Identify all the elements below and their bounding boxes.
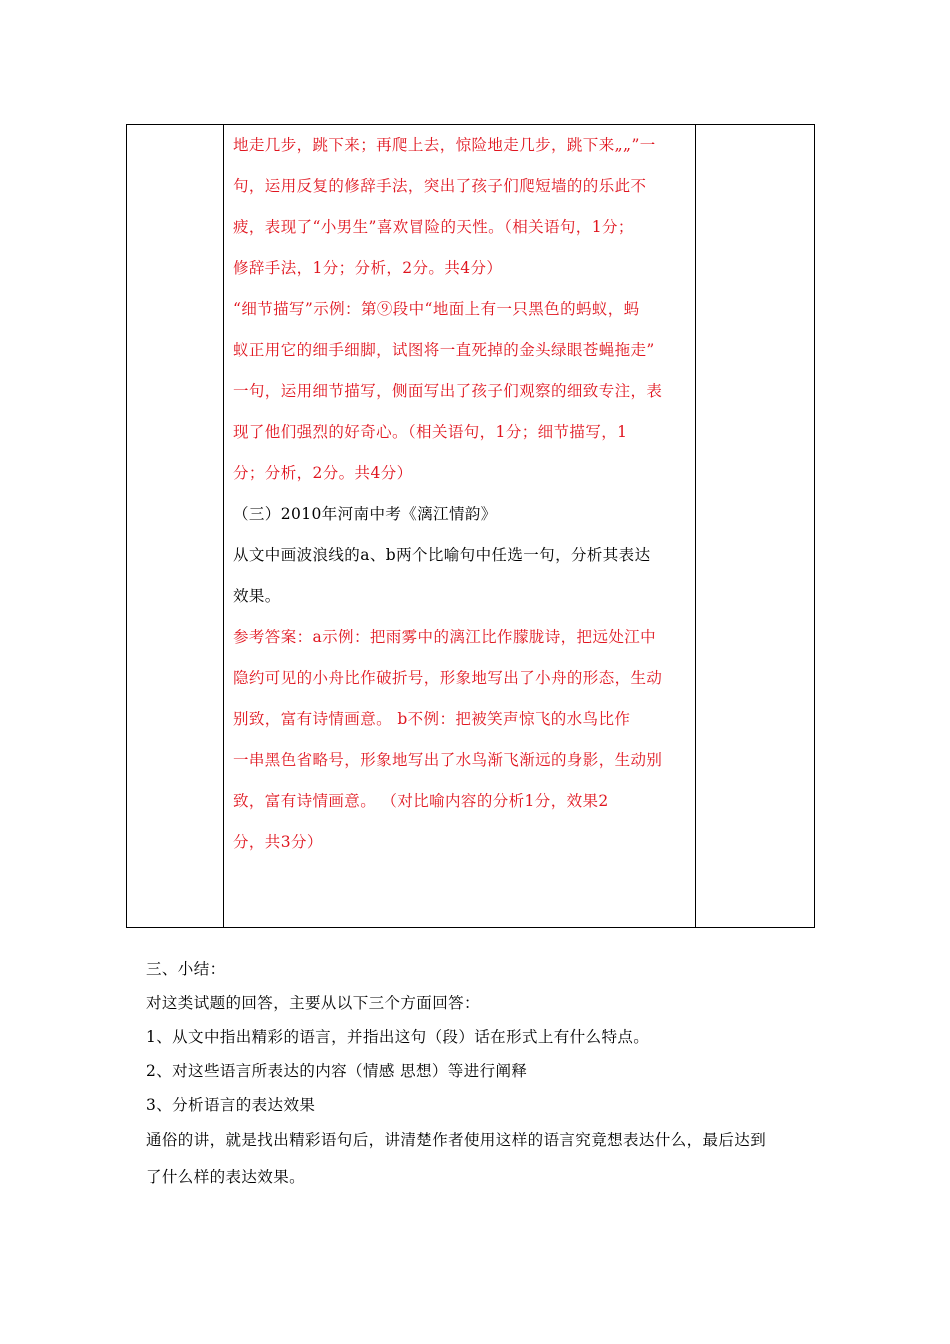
answer-line: 一串黑色省略号，形象地写出了水鸟渐飞渐远的身影，生动别 — [233, 751, 663, 769]
summary-plain-line-1: 通俗的讲，就是找出精彩语句后，讲清楚作者使用这样的语言究竟想表达什么，最后达到 — [146, 1131, 767, 1149]
column-divider-right — [695, 125, 696, 927]
answer-cell — [233, 125, 693, 863]
answer-line: 蚁正用它的细手细脚，试图将一直死掉的金头绿眼苍蝇拖走” — [233, 341, 655, 359]
summary-intro: 对这类试题的回答，主要从以下三个方面回答： — [146, 994, 480, 1012]
answer-line: 句，运用反复的修辞手法，突出了孩子们爬短墙的的乐此不 — [233, 177, 647, 195]
answer-line: 疲，表现了“小男生”喜欢冒险的天性。（相关语句，1分； — [233, 218, 634, 236]
summary-point-1: 1、从文中指出精彩的语言，并指出这句（段）话在形式上有什么特点。 — [146, 1028, 650, 1046]
answer-line: “细节描写”示例：第⑨段中“地面上有一只黑色的蚂蚁，蚂 — [233, 300, 640, 318]
answer-line: 地走几步，跳下来；再爬上去，惊险地走几步，跳下来„„”一 — [233, 136, 656, 154]
summary-heading: 三、小结： — [146, 960, 226, 978]
answer-line: 一句，运用细节描写，侧面写出了孩子们观察的细致专注，表 — [233, 382, 663, 400]
answer-line: （三）2010年河南中考《漓江情韵》 — [233, 505, 497, 523]
answer-line: 修辞手法，1分；分析，2分。共4分） — [233, 259, 503, 277]
summary-point-2: 2、对这些语言所表达的内容（情感 思想）等进行阐释 — [146, 1062, 528, 1080]
answer-table — [126, 124, 815, 928]
answer-line: 分；分析，2分。共4分） — [233, 464, 413, 482]
answer-line: 从文中画波浪线的a、b两个比喻句中任选一句，分析其表达 — [233, 546, 651, 564]
answer-line: 效果。 — [233, 587, 281, 605]
answer-line: 分，共3分） — [233, 833, 323, 851]
answer-line: 现了他们强烈的好奇心。（相关语句，1分；细节描写，1 — [233, 423, 628, 441]
column-divider-left — [223, 125, 224, 927]
summary-plain-line-2: 了什么样的表达效果。 — [146, 1168, 306, 1186]
answer-line: 致，富有诗情画意。 （对比喻内容的分析1分，效果2 — [233, 792, 609, 810]
answer-line: 隐约可见的小舟比作破折号，形象地写出了小舟的形态，生动 — [233, 669, 663, 687]
summary-point-3: 3、分析语言的表达效果 — [146, 1096, 316, 1114]
summary-section — [146, 952, 816, 1196]
answer-line: 别致，富有诗情画意。 b不例：把被笑声惊飞的水鸟比作 — [233, 710, 631, 728]
answer-line: 参考答案：a示例：把雨雾中的漓江比作朦胧诗，把远处江中 — [233, 628, 657, 646]
